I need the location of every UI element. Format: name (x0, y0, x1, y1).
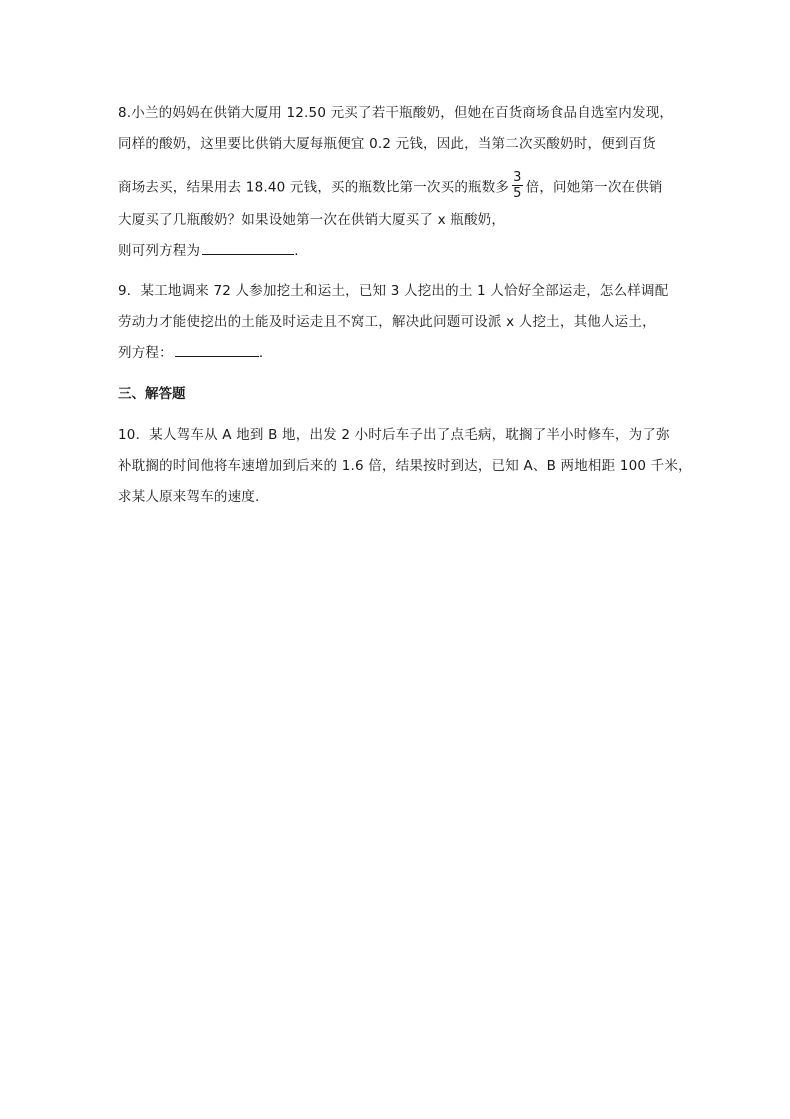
q9-answer-prompt: 列方程： (118, 345, 173, 361)
q10-line-1: 10．某人驾车从 A 地到 B 地，出发 2 小时后车子出了点毛病，耽搁了半小时修车，为了弥 (118, 427, 670, 443)
q8-line-4: 大厦买了几瓶酸奶？如果设她第一次在供销大厦买了 x 瓶酸奶， (118, 212, 506, 228)
q8-line-5 (118, 240, 299, 261)
q8-answer-prompt: 则可列方程为 (118, 243, 201, 259)
q8-answer-blank[interactable] (202, 240, 294, 255)
q9-period: . (258, 345, 264, 361)
q8-line-3-text-before: 商场去买，结果用去 18.40 元钱，买的瓶数比第一次买的瓶数多 (118, 179, 510, 196)
q8-line-1: 8.小兰的妈妈在供销大厦用 12.50 元买了若干瓶酸奶，但她在百货商场食品自选室内发现， (118, 105, 674, 121)
q8-period: . (294, 243, 299, 259)
fraction-three-fifths (512, 170, 522, 201)
q8-line-3-text-after: 倍，问她第一次在供销 (525, 179, 663, 196)
q9-answer-blank[interactable] (175, 342, 259, 357)
fraction-numerator: 3 (513, 170, 522, 185)
q9-line-1: 9．某工地调来 72 人参加挖土和运土，已知 3 人挖出的土 1 人恰好全部运走，怎么样调配 (118, 283, 669, 299)
section-heading-answer-questions: 三、解答题 (118, 386, 186, 402)
fraction-denominator: 5 (513, 186, 522, 201)
q10-line-3: 求某人原来驾车的速度. (118, 489, 260, 505)
q9-line-3 (118, 342, 263, 363)
q8-line-2: 同样的酸奶，这里要比供销大厦每瓶便宜 0.2 元钱，因此，当第二次买酸奶时，便到百货 (118, 136, 656, 152)
q10-line-2: 补耽搁的时间他将车速增加到后来的 1.6 倍，结果按时到达，已知 A、B 两地相距 100 千米， (118, 458, 692, 474)
q8-line-3 (118, 172, 663, 203)
q9-line-2: 劳动力才能使挖出的土能及时运走且不窝工，解决此问题可设派 x 人挖土，其他人运土， (118, 314, 656, 330)
